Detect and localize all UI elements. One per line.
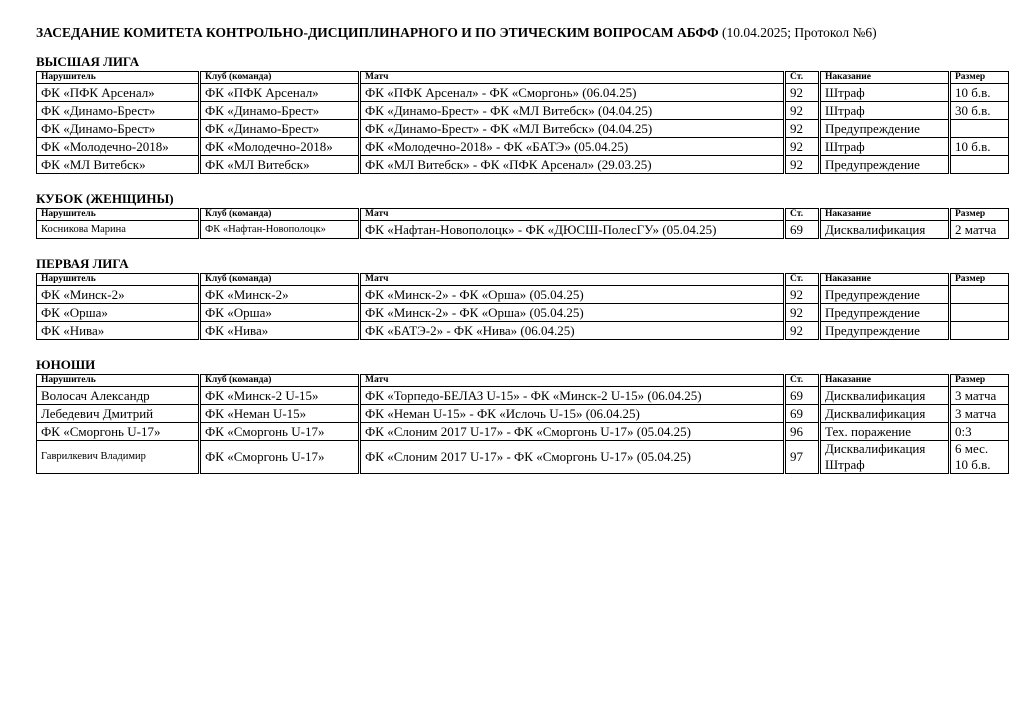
table-header: [37, 375, 1009, 387]
article-cell: 92: [785, 138, 820, 156]
match-cell: ФК «Динамо-Брест» - ФК «МЛ Витебск» (04.04.25): [360, 120, 785, 138]
offender-cell: Гаврилкевич Владимир: [37, 441, 200, 474]
article-cell: 92: [785, 286, 820, 304]
sanctions-table: [36, 71, 1009, 174]
sanction-text: Дисквалификация: [825, 406, 926, 421]
offender-cell: Лебедевич Дмитрий: [37, 405, 200, 423]
offender-header: Нарушитель: [37, 375, 200, 387]
table-body: [37, 387, 1009, 474]
offender-cell: ФК «Динамо-Брест»: [37, 102, 200, 120]
sanction-cell: [820, 322, 950, 340]
sanction-cell: [820, 405, 950, 423]
header-row: [37, 72, 1009, 84]
header-row: [37, 209, 1009, 221]
match-cell: ФК «Нафтан-Новополоцк» - ФК «ДЮСШ-ПолесГУ» (05.04.25): [360, 221, 785, 239]
amount-cell: [950, 441, 1009, 474]
table-body: [37, 84, 1009, 174]
table-row: [37, 441, 1009, 474]
amount-cell: [950, 102, 1009, 120]
article-cell: 69: [785, 221, 820, 239]
table-row: [37, 138, 1009, 156]
article-header: Ст.: [785, 209, 820, 221]
club-cell: ФК «Минск-2 U-15»: [200, 387, 360, 405]
club-cell: ФК «Сморгонь U-17»: [200, 423, 360, 441]
sanction-cell: [820, 304, 950, 322]
sanction-text: Дисквалификация: [825, 388, 926, 403]
article-cell: 69: [785, 387, 820, 405]
article-header: Ст.: [785, 274, 820, 286]
amount-header: Размер: [950, 274, 1009, 286]
match-header: Матч: [360, 209, 785, 221]
table-row: [37, 286, 1009, 304]
club-cell: ФК «ПФК Арсенал»: [200, 84, 360, 102]
sanction-text: Предупреждение: [825, 287, 920, 302]
match-header: Матч: [360, 375, 785, 387]
offender-cell: Волосач Александр: [37, 387, 200, 405]
sanctions-table: [36, 208, 1009, 239]
table-row: [37, 405, 1009, 423]
match-cell: ФК «БАТЭ-2» - ФК «Нива» (06.04.25): [360, 322, 785, 340]
section-title: ПЕРВАЯ ЛИГА: [36, 256, 129, 271]
amount-cell: [950, 322, 1009, 340]
table-row: [37, 322, 1009, 340]
sanction-text: Тех. поражение: [825, 424, 912, 439]
amount-cell: [950, 304, 1009, 322]
match-cell: ФК «ПФК Арсенал» - ФК «Сморгонь» (06.04.25): [360, 84, 785, 102]
article-header: Ст.: [785, 72, 820, 84]
amount-text: 0:3: [955, 424, 972, 439]
article-cell: 92: [785, 120, 820, 138]
match-cell: ФК «Неман U-15» - ФК «Ислочь U-15» (06.04.25): [360, 405, 785, 423]
article-cell: 97: [785, 441, 820, 474]
amount-text: 10 б.в.: [955, 457, 991, 472]
document-title: [36, 24, 1008, 42]
article-cell: 92: [785, 304, 820, 322]
sanction-text: Предупреждение: [825, 305, 920, 320]
offender-header: Нарушитель: [37, 209, 200, 221]
amount-cell: [950, 423, 1009, 441]
table-row: [37, 120, 1009, 138]
table-header: [37, 209, 1009, 221]
amount-text: 3 матча: [955, 388, 997, 403]
sanction-cell: [820, 387, 950, 405]
sections-container: [36, 54, 1008, 474]
match-cell: ФК «Торпедо-БЕЛАЗ U-15» - ФК «Минск-2 U-15» (06.04.25): [360, 387, 785, 405]
offender-cell: ФК «Динамо-Брест»: [37, 120, 200, 138]
offender-cell: ФК «ПФК Арсенал»: [37, 84, 200, 102]
amount-cell: [950, 405, 1009, 423]
sanction-cell: [820, 221, 950, 239]
offender-cell: ФК «Молодечно-2018»: [37, 138, 200, 156]
sanctions-table: [36, 273, 1009, 340]
table-row: [37, 387, 1009, 405]
amount-text: 10 б.в.: [955, 139, 991, 154]
sanction-text: Штраф: [825, 457, 865, 472]
article-header: Ст.: [785, 375, 820, 387]
club-cell: ФК «Нива»: [200, 322, 360, 340]
table-header: [37, 72, 1009, 84]
amount-text: 6 мес.: [955, 441, 989, 456]
table-header: [37, 274, 1009, 286]
amount-text: 10 б.в.: [955, 85, 991, 100]
sanction-header: Наказание: [820, 274, 950, 286]
match-cell: ФК «Минск-2» - ФК «Орша» (05.04.25): [360, 304, 785, 322]
offender-cell: ФК «МЛ Витебск»: [37, 156, 200, 174]
title-date-protocol: (10.04.2025; Протокол №6): [722, 25, 877, 40]
sanction-header: Наказание: [820, 375, 950, 387]
match-cell: ФК «Слоним 2017 U-17» - ФК «Сморгонь U-17» (05.04.25): [360, 423, 785, 441]
sanction-text: Штраф: [825, 85, 865, 100]
offender-header: Нарушитель: [37, 274, 200, 286]
club-cell: ФК «Молодечно-2018»: [200, 138, 360, 156]
sanction-cell: [820, 84, 950, 102]
club-header: Клуб (команда): [200, 72, 360, 84]
section-title: КУБОК (ЖЕНЩИНЫ): [36, 191, 174, 206]
club-header: Клуб (команда): [200, 274, 360, 286]
club-cell: ФК «Неман U-15»: [200, 405, 360, 423]
sanction-text: Предупреждение: [825, 157, 920, 172]
article-cell: 92: [785, 84, 820, 102]
title-main: ЗАСЕДАНИЕ КОМИТЕТА КОНТРОЛЬНО-ДИСЦИПЛИНАРНОГО И ПО ЭТИЧЕСКИМ ВОПРОСАМ АБФФ: [36, 25, 719, 40]
sanction-text: Предупреждение: [825, 121, 920, 136]
sanction-cell: [820, 102, 950, 120]
offender-cell: ФК «Нива»: [37, 322, 200, 340]
amount-cell: [950, 156, 1009, 174]
section-title: ВЫСШАЯ ЛИГА: [36, 54, 140, 69]
section: [36, 54, 1008, 174]
table-row: [37, 102, 1009, 120]
club-cell: ФК «Нафтан-Новополоцк»: [200, 221, 360, 239]
sanction-text: Штраф: [825, 139, 865, 154]
amount-cell: [950, 120, 1009, 138]
match-cell: ФК «Минск-2» - ФК «Орша» (05.04.25): [360, 286, 785, 304]
table-row: [37, 221, 1009, 239]
table-row: [37, 84, 1009, 102]
article-cell: 96: [785, 423, 820, 441]
club-cell: ФК «Динамо-Брест»: [200, 102, 360, 120]
section-title: ЮНОШИ: [36, 357, 96, 372]
club-cell: ФК «Минск-2»: [200, 286, 360, 304]
amount-cell: [950, 138, 1009, 156]
club-header: Клуб (команда): [200, 375, 360, 387]
offender-cell: ФК «Минск-2»: [37, 286, 200, 304]
offender-cell: Косникова Марина: [37, 221, 200, 239]
match-header: Матч: [360, 274, 785, 286]
club-cell: ФК «МЛ Витебск»: [200, 156, 360, 174]
sanction-text: Штраф: [825, 103, 865, 118]
sanction-text: Предупреждение: [825, 323, 920, 338]
amount-cell: [950, 221, 1009, 239]
match-cell: ФК «Динамо-Брест» - ФК «МЛ Витебск» (04.04.25): [360, 102, 785, 120]
match-cell: ФК «Слоним 2017 U-17» - ФК «Сморгонь U-17» (05.04.25): [360, 441, 785, 474]
sanction-cell: [820, 120, 950, 138]
article-cell: 69: [785, 405, 820, 423]
table-body: [37, 221, 1009, 239]
match-header: Матч: [360, 72, 785, 84]
offender-header: Нарушитель: [37, 72, 200, 84]
amount-cell: [950, 387, 1009, 405]
match-cell: ФК «Молодечно-2018» - ФК «БАТЭ» (05.04.25): [360, 138, 785, 156]
sanction-cell: [820, 286, 950, 304]
sanction-cell: [820, 138, 950, 156]
table-row: [37, 423, 1009, 441]
amount-header: Размер: [950, 375, 1009, 387]
article-cell: 92: [785, 102, 820, 120]
club-cell: ФК «Динамо-Брест»: [200, 120, 360, 138]
amount-header: Размер: [950, 72, 1009, 84]
article-cell: 92: [785, 156, 820, 174]
offender-cell: ФК «Сморгонь U-17»: [37, 423, 200, 441]
sanction-header: Наказание: [820, 72, 950, 84]
amount-cell: [950, 84, 1009, 102]
section: [36, 357, 1008, 474]
amount-text: 2 матча: [955, 222, 997, 237]
header-row: [37, 375, 1009, 387]
sanctions-table: [36, 374, 1009, 474]
sanction-cell: [820, 441, 950, 474]
section: [36, 191, 1008, 239]
sanction-cell: [820, 423, 950, 441]
offender-cell: ФК «Орша»: [37, 304, 200, 322]
table-row: [37, 156, 1009, 174]
sanction-cell: [820, 156, 950, 174]
club-header: Клуб (команда): [200, 209, 360, 221]
club-cell: ФК «Орша»: [200, 304, 360, 322]
amount-text: 3 матча: [955, 406, 997, 421]
header-row: [37, 274, 1009, 286]
table-row: [37, 304, 1009, 322]
amount-text: 30 б.в.: [955, 103, 991, 118]
amount-cell: [950, 286, 1009, 304]
sanction-header: Наказание: [820, 209, 950, 221]
protocol-page: [36, 24, 1008, 491]
club-cell: ФК «Сморгонь U-17»: [200, 441, 360, 474]
sanction-text: Дисквалификация: [825, 441, 926, 456]
amount-header: Размер: [950, 209, 1009, 221]
article-cell: 92: [785, 322, 820, 340]
section: [36, 256, 1008, 340]
table-body: [37, 286, 1009, 340]
sanction-text: Дисквалификация: [825, 222, 926, 237]
match-cell: ФК «МЛ Витебск» - ФК «ПФК Арсенал» (29.03.25): [360, 156, 785, 174]
